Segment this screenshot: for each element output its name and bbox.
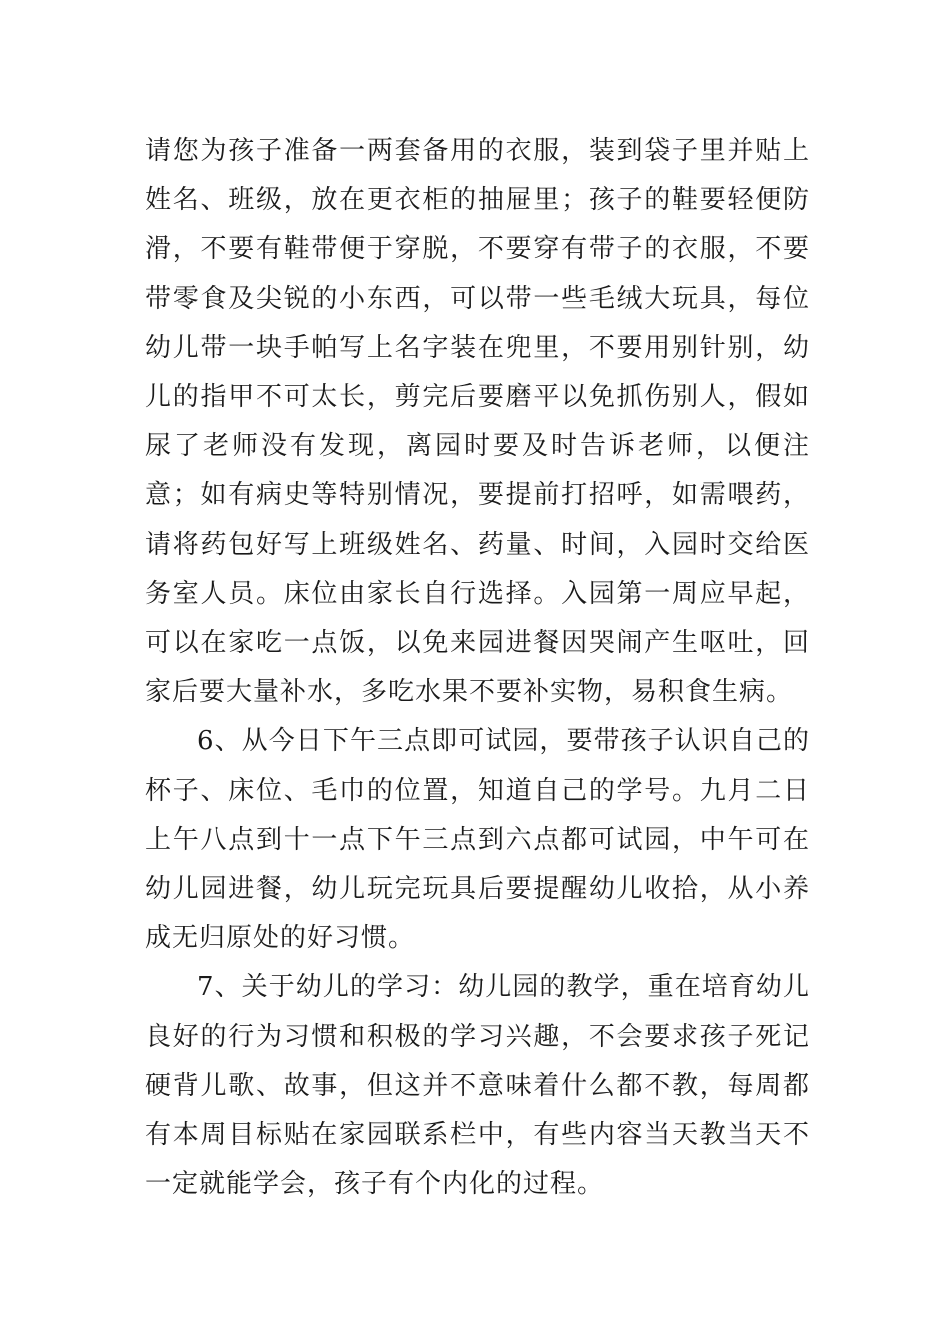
paragraph-continued: 请您为孩子准备一两套备用的衣服，装到袋子里并贴上姓名、班级，放在更衣柜的抽屉里；孩子的鞋要轻便防滑，不要有鞋带便于穿脱，不要穿有带子的衣服，不要带零食及尖锐的小东西，可以带一些毛绒大玩具，每位幼儿带一块手帕写上名字装在兜里，不要用别针别，幼儿的指甲不可太长，剪完后要磨平以免抓伤别人，假如尿了老师没有发现，离园时要及时告诉老师，以便注意；如有病史等特别情况，要提前打招呼，如需喂药，请将药包好写上班级姓名、药量、时间，入园时交给医务室人员。床位由家长自行选择。入园第一周应早起，可以在家吃一点饭，以免来园进餐因哭闹产生呕吐，回家后要大量补水，多吃水果不要补实物，易积食生病。 bbox=[145, 136, 810, 708]
document-body bbox=[145, 127, 810, 1209]
paragraph-item-7: 7、关于幼儿的学习：幼儿园的教学，重在培育幼儿良好的行为习惯和积极的学习兴趣，不会要求孩子死记硬背儿歌、故事，但这并不意味着什么都不教，每周都有本周目标贴在家园联系栏中，有些内容当天教当天不一定就能学会，孩子有个内化的过程。 bbox=[145, 972, 810, 1200]
paragraph-item-6: 6、从今日下午三点即可试园，要带孩子认识自己的杯子、床位、毛巾的位置，知道自己的学号。九月二日上午八点到十一点下午三点到六点都可试园，中午可在幼儿园进餐，幼儿玩完玩具后要提醒幼儿收拾，从小养成无归原处的好习惯。 bbox=[145, 726, 810, 954]
